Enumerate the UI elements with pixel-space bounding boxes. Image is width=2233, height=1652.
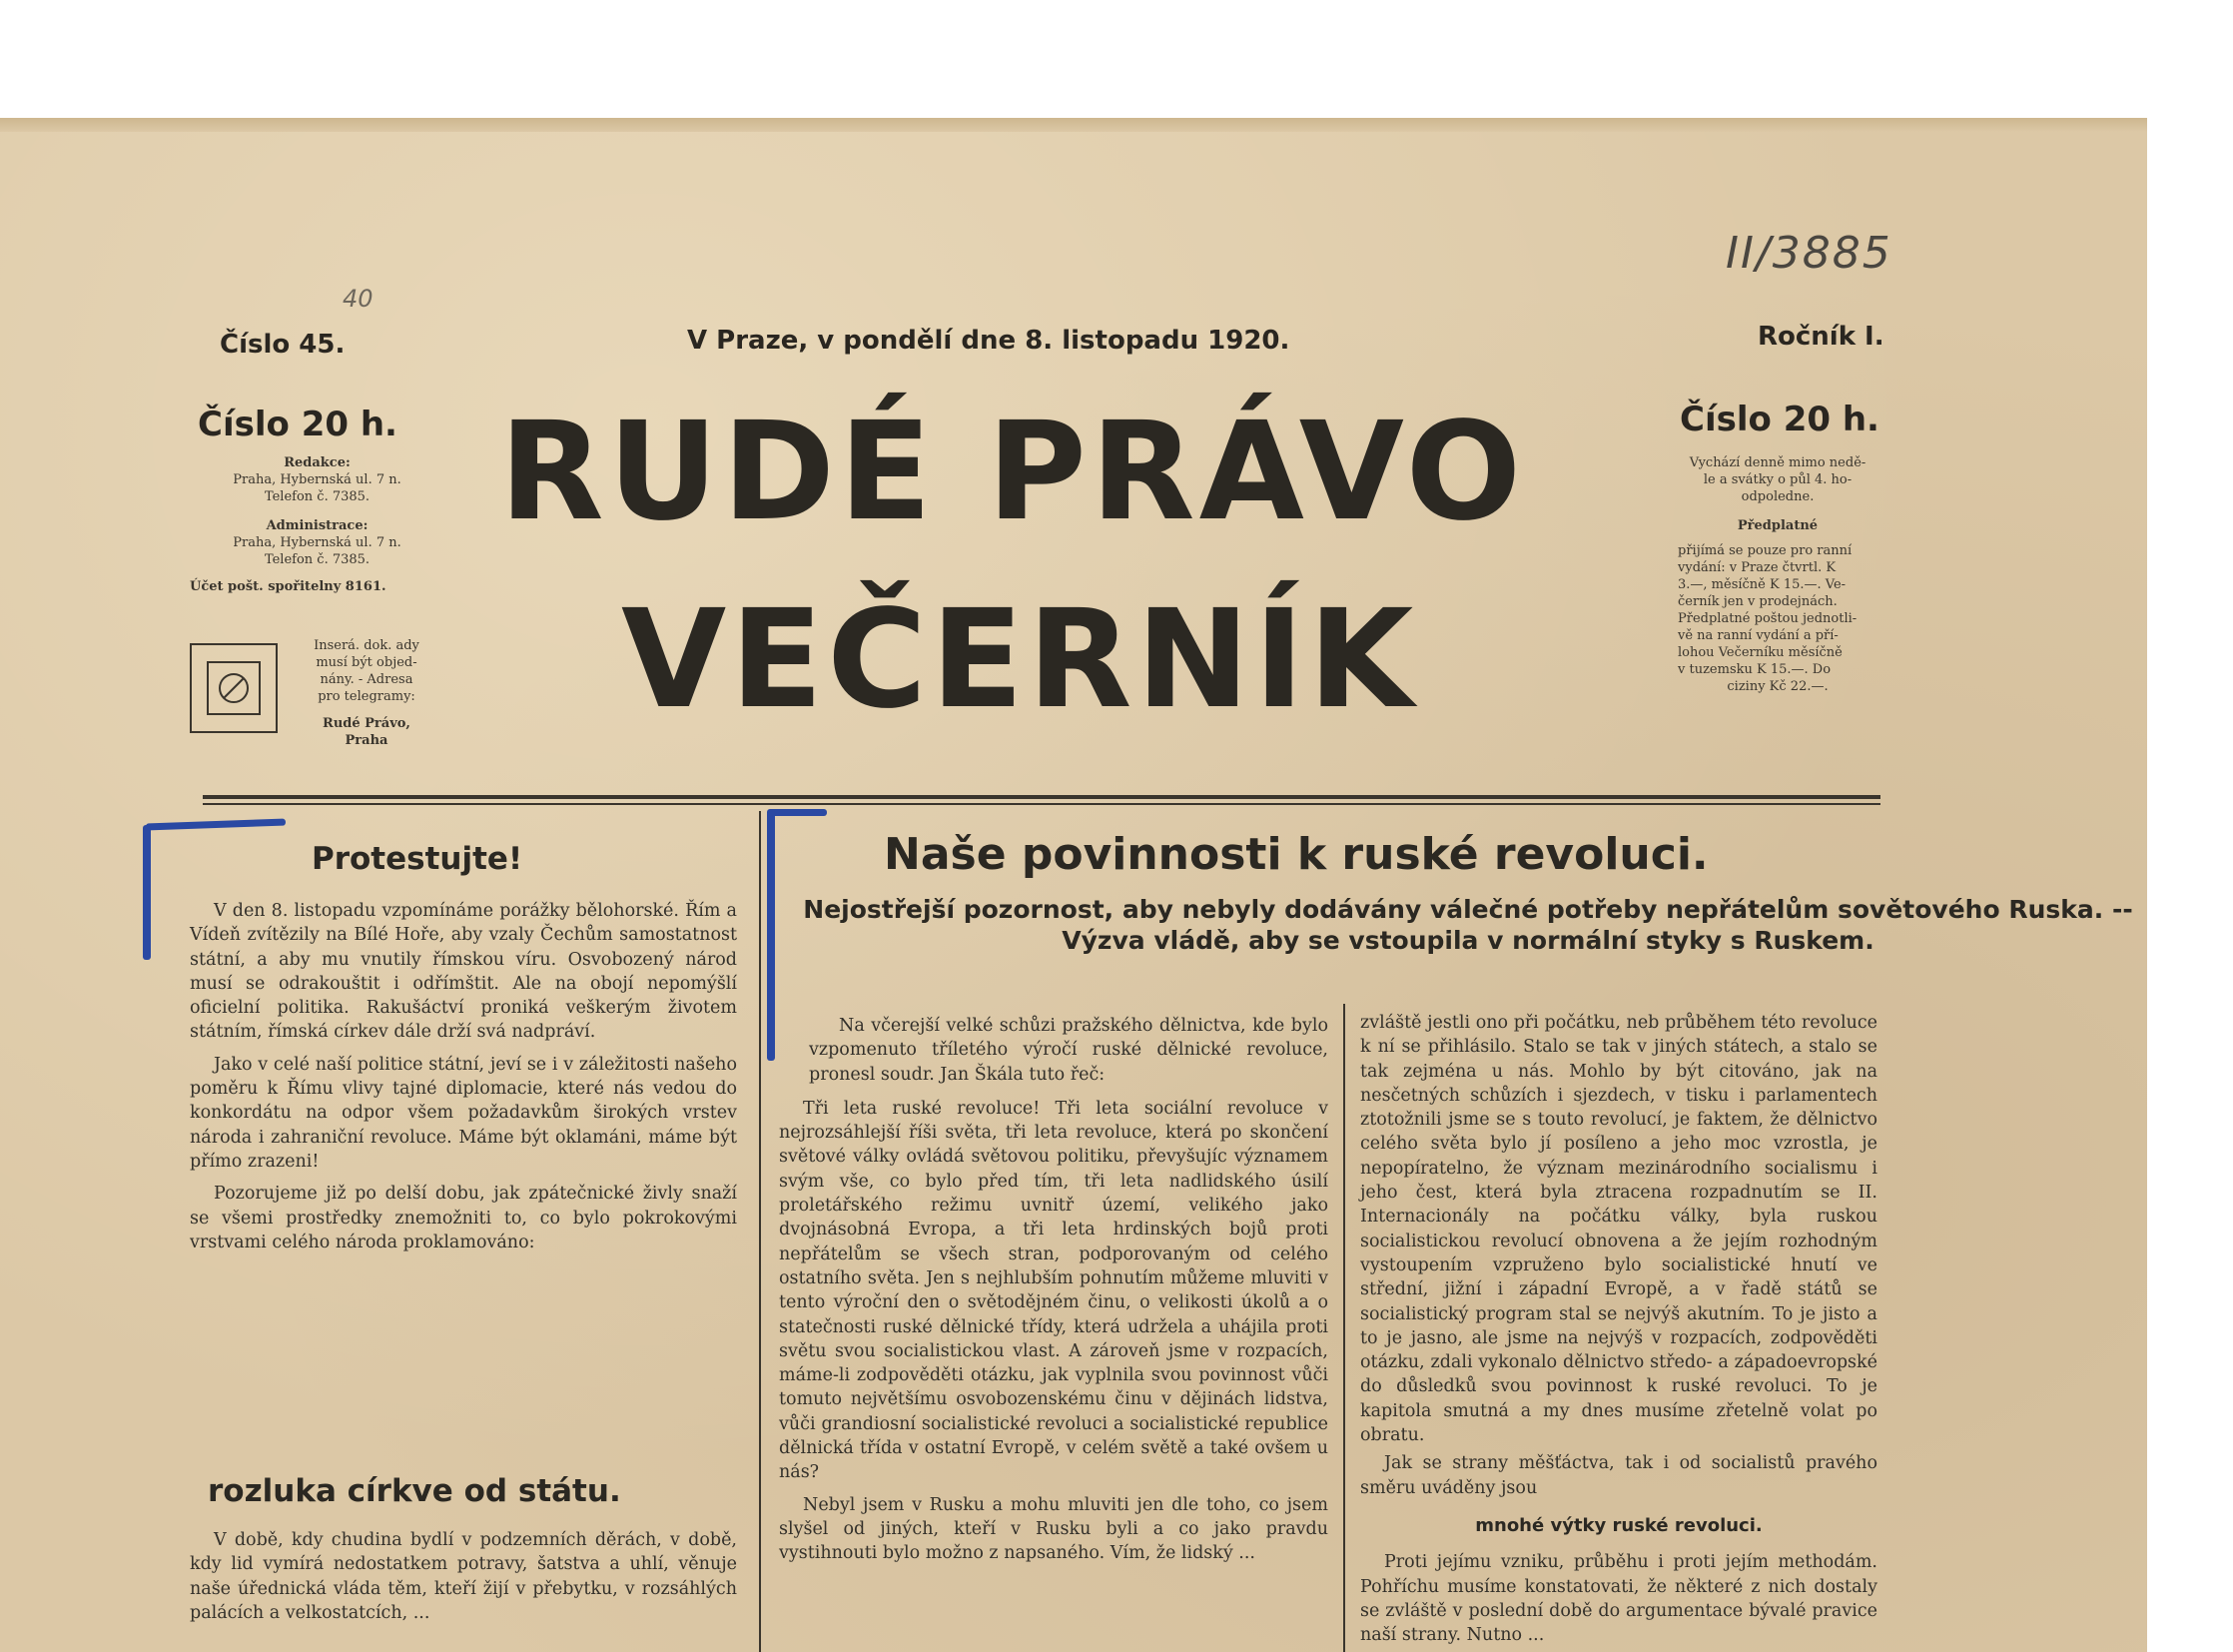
right-article-paragraph: Jak se strany měšťáctva, tak i od socialistů pravého směru uváděny jsou (1360, 1453, 1877, 1498)
right-info-box (1678, 454, 1877, 695)
paper-fold-edge (0, 118, 2147, 132)
blue-bracket-right-vertical (767, 811, 775, 1061)
left-article-body (190, 899, 737, 1254)
left-article-paragraph: V den 8. listopadu vzpomínáme porážky bělohorské. Řím a Vídeň zvítězily na Bílé Hoře, aby vzaly Čechům samostatnost státní, a aby mu vnutily římskou víru. Osvobozený národ musí se odrakouštit i odřímštit. Ale na obojí nepomýšlí oficielní politika. Rakušáctví proniká veškerým životem státním, římská církev dále drží svá nadpráví. (190, 901, 737, 1043)
right-info-line: Předplatné poštou jednotli- (1678, 611, 1858, 626)
left-article-paragraph: Pozorujeme již po delší dobu, jak zpátečnické živly snaží se všemi prostředky znemožniti to, co bylo pokrokovými vrstvami celého národa proklamováno: (190, 1184, 737, 1252)
right-info-line: Vychází denně mimo nedě- (1689, 455, 1866, 470)
right-info-line: vě na ranní vydání a pří- (1678, 628, 1839, 643)
right-info-line: v tuzemsku K 15.—. Do (1678, 662, 1832, 677)
left-info-line: Telefon č. 7385. (264, 489, 371, 504)
left-info-line: Praha, Hybernská ul. 7 n. (233, 535, 401, 550)
right-article-col1 (779, 1014, 1328, 1566)
right-article-subhead: mnohé výtky ruské revoluci. (1475, 1514, 1763, 1536)
left-info-line: pro telegramy: (318, 689, 415, 704)
right-article-paragraph: Proti jejímu vzniku, průběhu i proti jejím methodám. Pohříchu musíme konstatovati, že některé z nich dostaly se zvláště v poslední době do argumentace bývalé pravice naší strany. Nutno ... (1360, 1552, 1877, 1646)
left-info-line: Redakce: (284, 455, 351, 470)
masthead-line2: VEČERNÍK (621, 581, 1418, 739)
right-info-line: lohou Večerníku měsíčně (1678, 645, 1843, 660)
issue-number: Číslo 45. (220, 330, 346, 360)
left-info-box (190, 454, 444, 595)
right-info-line: 3.—, měsíčně K 15.—. Ve- (1678, 577, 1847, 592)
volume-number: Ročník I. (1758, 322, 1884, 352)
left-info-line: Praha, Hybernská ul. 7 n. (233, 472, 401, 487)
right-article-paragraph: Tři leta ruské revoluce! Tři leta sociální revoluce v nejrozsáhlejší říši světa, tři leta revoluce, která po skončení světové války ovládá světovou politiku, převyšujíc významem svým vše, co bylo před tím, tři leta nadlidského úsilí proletářského režimu uvnitř území, velikého jako dvojnásobná Evropa, a tři leta hrdinských bojů proti nepřátelům se všech stran, podporovaným od celého ostatního světa. Jen s nejhlubším pohnutím můžeme mluviti v tento výroční den o světodějném činu, o velikosti úkolů a o statečnosti ruské dělnické třídy, která udržela a uhájila proti světu svou socialistickou vlast. A zároveň jsme v rozpacích, máme-li zodpověděti otázku, jak vyplnila svou povinnost vůči tomuto největšímu osvobozenskému činu v dějinách lidstva, vůči grandiosní socialistické revoluci a socialistické republice dělnická třída v ostatní Evropě, v celém světě a také ovšem u nás? (779, 1098, 1328, 1483)
right-info-line: přijímá se pouze pro ranní (1678, 543, 1853, 558)
right-article-paragraph: Nebyl jsem v Rusku a mohu mluviti jen dle toho, co jsem slyšel od jiných, kteří v Rusku byli a co jako pravdu vystihnouti bylo možno z napsaného. Vím, že lidský ... (779, 1494, 1328, 1564)
left-article-headline: Protestujte! (312, 841, 523, 877)
left-article-subhead: rozluka církve od státu. (208, 1473, 621, 1509)
masthead-rule (203, 795, 1880, 799)
blue-bracket-right-horizontal (767, 809, 827, 816)
left-info-line: Telefon č. 7385. (264, 552, 371, 567)
postage-stamp-icon (190, 643, 278, 733)
right-article-col2 (1360, 1011, 1877, 1647)
left-article-paragraph: Jako v celé naší politice státní, jeví se i v záležitosti našeho poměru k Římu vlivy tajné diplomacie, které nás vedou do konkordátu na odpor všem požadavkům širokých vrstev národa i zahraniční revoluce. Máme být oklamáni, máme být přímo zrazeni! (190, 1054, 737, 1172)
left-info-line: Administrace: (266, 518, 369, 533)
right-article-deck: Nejostřejší pozornost, aby nebyly dodávány válečné potřeby nepřátelům sovětového Ruska. -- Výzva vládě, aby se vstoupila v normální styky s Ruskem. (803, 895, 2133, 955)
column-divider-right (1343, 1004, 1345, 1652)
right-info-line: odpoledne. (1741, 489, 1815, 504)
column-divider (759, 811, 761, 1652)
left-article-paragraph: V době, kdy chudina bydlí v podzemních děrách, v době, kdy lid vymírá nedostatkem potravy, šatstva a uhlí, věnuje naše úřednická vláda těm, kteří žijí v přebytku, v rozsáhlých palácích a velkostatcích, ... (190, 1530, 737, 1623)
left-info-line: nány. - Adresa (320, 672, 413, 687)
right-info-line: černík jen v prodejnách. (1678, 594, 1838, 609)
right-info-line: ciziny Kč 22.—. (1727, 679, 1829, 694)
right-info-heading: Předplatné (1737, 518, 1819, 533)
right-price: Číslo 20 h. (1680, 400, 1879, 439)
left-info-line: Praha (345, 733, 388, 748)
right-article-paragraph: Na včerejší velké schůzi pražského dělnictva, kde bylo vzpomenuto tříletého výročí ruské dělnické revoluce, pronesl soudr. Jan Škála tuto řeč: (809, 1016, 1328, 1085)
left-info-box-cont (292, 637, 441, 749)
archive-number: II/3885 (1726, 228, 1892, 279)
right-info-line: le a svátky o půl 4. ho- (1703, 472, 1853, 487)
left-info-line: Rudé Právo, (323, 716, 410, 731)
pencil-mark: 40 (343, 285, 373, 313)
masthead-rule-thin (203, 803, 1880, 805)
left-info-line: Účet pošt. spořitelny 8161. (190, 579, 386, 594)
masthead-line1: RUDÉ PRÁVO (499, 394, 1526, 551)
blue-bracket-left-vertical (143, 825, 151, 960)
right-info-line: vydání: v Praze čtvrtl. K (1678, 560, 1837, 575)
right-article-paragraph: zvláště jestli ono při počátku, neb průběhem této revoluce k ní se přihlásilo. Stalo se tak v jiných státech, a stalo se tak zejména u nás. Mohlo by být citováno, jak na nesčetných schůzích i sjezdech, v tisku i parlamentech ztotožnili jsme se s touto revolucí, je faktem, že dělnictvo celého světa bylo jí posíleno a jeho moc vzrostla, je nepopíratelno, že význam mezinárodního socialismu i jeho čest, která byla ztracena rozpadnutím se II. Internacionály na počátku války, byla ruskou socialistickou revolucí obnovena a že jejím rozhodným vystoupením vzpruženo bylo socialistické hnutí ve střední, jižní i západní Evropě, a v řadě států se socialistický program stal se nejvýš akutním. To je jisto a to je jasno, ale jsme na nejvýš v rozpacích, zodpověděti otázku, zdali vykonalo dělnictvo středo- a západoevropské do důsledků svou povinnost k ruské revoluci. To je kapitola smutná a my dnes musíme zřetelně volat po obratu. (1360, 1013, 1877, 1446)
date-line: V Praze, v pondělí dne 8. listopadu 1920. (687, 326, 1290, 356)
left-article-body-2 (190, 1528, 737, 1625)
left-price: Číslo 20 h. (198, 405, 397, 444)
right-article-headline: Naše povinnosti k ruské revoluci. (884, 829, 1709, 880)
left-info-line: musí být objed- (316, 655, 417, 670)
left-info-line: Inserá. dok. ady (314, 638, 419, 653)
